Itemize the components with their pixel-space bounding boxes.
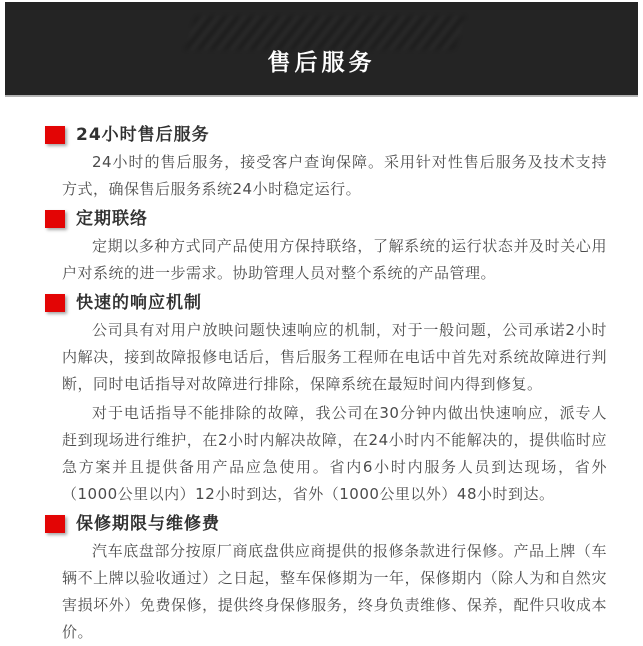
section-paragraph: 24小时的售后服务，接受客户查询保障。采用针对性售后服务及技术支持方式，确保售后服务系统24小时稳定运行。 bbox=[62, 153, 607, 198]
section-paragraph: 定期以多种方式同产品使用方保持联络，了解系统的运行状态并及时关心用户对系统的进一步需求。协助管理人员对整个系统的产品管理。 bbox=[62, 237, 607, 282]
section-heading bbox=[45, 125, 607, 145]
red-square-bullet-icon bbox=[45, 210, 65, 228]
section-heading-label: 快速的响应机制 bbox=[76, 293, 202, 313]
watermark-smudge bbox=[184, 16, 465, 50]
section-warranty-period bbox=[45, 514, 607, 646]
after-sales-service-page bbox=[0, 2, 643, 641]
section-heading-label: 定期联络 bbox=[76, 209, 148, 229]
section-paragraph: 汽车底盘部分按原厂商底盘供应商提供的报修条款进行保修。产品上牌（车辆不上牌以验收通过）之日起，整车保修期为一年，保修期内（除人为和自然灾害损坏外）免费保修，提供终身保修服务，终身负责维修、保养，配件只收成本价。 bbox=[62, 542, 607, 641]
section-rapid-response bbox=[45, 293, 607, 508]
section-heading bbox=[45, 514, 607, 534]
red-square-bullet-icon bbox=[45, 515, 65, 533]
header-banner bbox=[5, 2, 638, 97]
section-heading bbox=[45, 293, 607, 313]
section-body bbox=[45, 233, 607, 287]
red-square-bullet-icon bbox=[45, 126, 65, 144]
section-heading-label: 24小时售后服务 bbox=[76, 125, 210, 145]
section-paragraph: 对于电话指导不能排除的故障，我公司在30分钟内做出快速响应，派专人赶到现场进行维护，在2小时内解决故障，在24小时内不能解决的，提供临时应急方案并且提供备用产品应急使用。省内6小时内服务人员到达现场，省外（1000公里以内）12小时到达，省外（1000公里以外）48小时到达。 bbox=[62, 404, 607, 503]
section-heading-label: 保修期限与维修费 bbox=[76, 514, 220, 534]
section-regular-contact bbox=[45, 209, 607, 287]
content-area bbox=[0, 97, 643, 646]
section-body bbox=[45, 538, 607, 646]
section-heading bbox=[45, 209, 607, 229]
page-title: 售后服务 bbox=[267, 50, 376, 76]
section-paragraph: 公司具有对用户放映问题快速响应的机制，对于一般问题，公司承诺2小时内解决，接到故障报修电话后，售后服务工程师在电话中首先对系统故障进行判断，同时电话指导对故障进行排除，保障系统在最短时间内得到修复。 bbox=[62, 321, 607, 393]
section-24h-service bbox=[45, 125, 607, 203]
section-body bbox=[45, 317, 607, 508]
red-square-bullet-icon bbox=[45, 294, 65, 312]
section-body bbox=[45, 149, 607, 203]
